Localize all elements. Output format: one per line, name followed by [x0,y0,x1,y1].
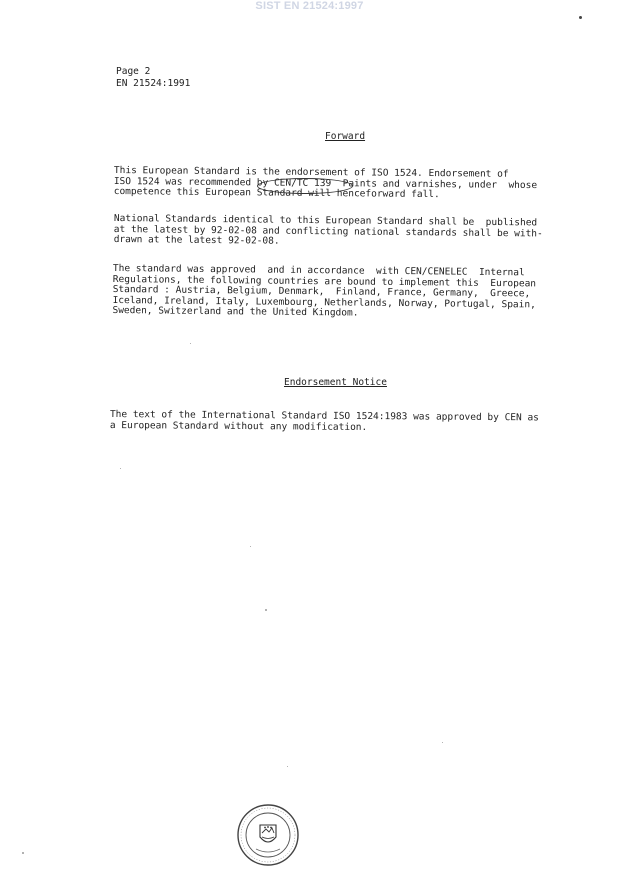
page-number: Page 2 [116,66,151,77]
forward-heading: Forward [325,131,366,142]
document-watermark: SIST EN 21524:1997 [255,0,364,12]
scan-speck [120,468,121,469]
forward-paragraph-2: National Standards identical to this European Standard shall be published at the latest by 92-02-08 and conflicting national standards shall be with- drawn at the latest 92-02-08. [113,213,543,247]
institution-seal-icon [236,803,300,867]
scan-speck [579,16,582,19]
scan-speck [190,343,191,344]
page-header [116,66,190,90]
standard-number: EN 21524:1991 [116,78,191,89]
scan-speck [287,766,288,767]
endorsement-heading: Endorsement Notice [284,377,387,388]
forward-paragraph-3: The standard was approved and in accordance with CEN/CENELEC Internal Regulations, the following countries are bound to implement this European Standard : Austria, Belgium, Denmark, Finland, France, Germany, Greece, Iceland, Ireland, Italy, Luxembourg, Netherlands, Norway, Portugal, Spain, Sweden, Switzerland and the United Kingdom. [112,263,537,319]
scan-speck [442,742,443,743]
forward-paragraph-1: This European Standard is the endorsement of ISO 1524. Endorsement of ISO 1524 was recommended by CEN/TC 139 Paints and varnishes, under whose competence this European Standard will henceforward fall. [113,165,538,201]
scan-speck [250,546,251,547]
endorsement-paragraph: The text of the International Standard ISO 1524:1983 was approved by CEN as a European Standard without any modification. [109,409,539,433]
scan-speck [22,852,24,854]
scan-speck [265,609,267,611]
